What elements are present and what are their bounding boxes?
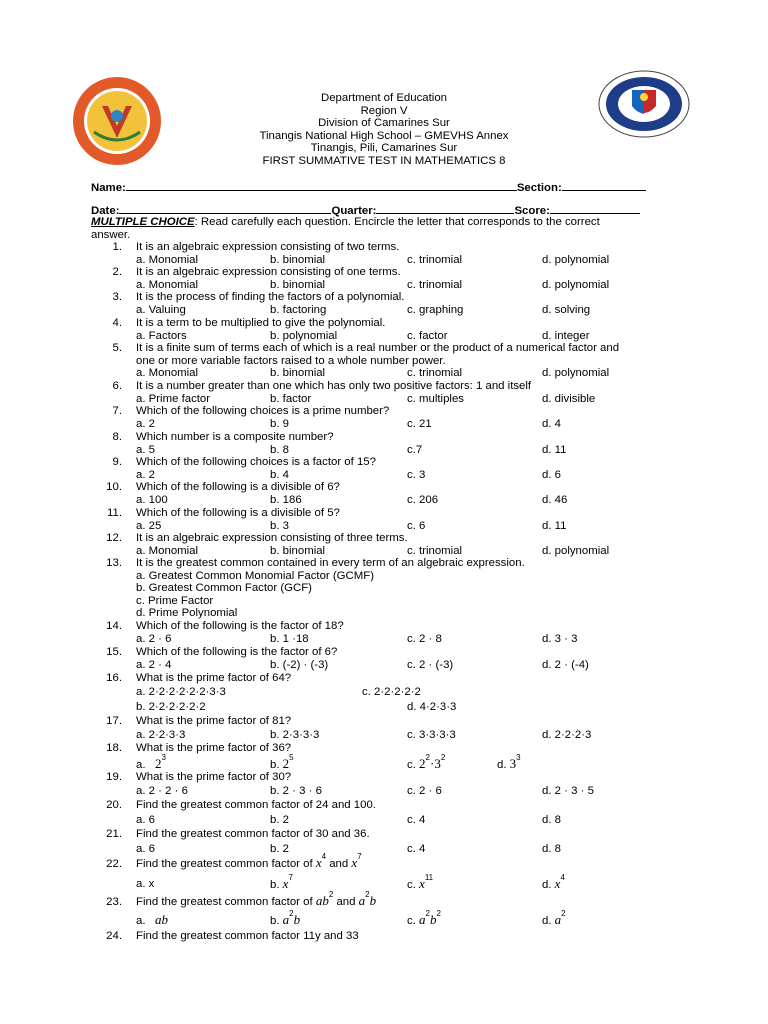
option-exp: 2	[425, 753, 430, 762]
question-text: It is a number greater than one which has only two positive factors: 1 and itself	[136, 380, 532, 392]
option-b[interactable]: b. 3	[270, 519, 289, 532]
option-c[interactable]: c. trinomial	[407, 544, 463, 557]
math-term: a	[419, 912, 426, 927]
section-label: Section:	[516, 182, 562, 194]
question-number: 5.	[112, 342, 122, 354]
option-b[interactable]: b. 1 ·18	[270, 633, 309, 645]
date-row	[91, 203, 640, 217]
question-number: 19.	[106, 771, 122, 783]
question-number: 9.	[112, 456, 122, 468]
instructions-text-2: answer.	[91, 229, 131, 241]
option-exp: 2	[440, 753, 446, 762]
option-base: 2	[282, 756, 290, 771]
option-a[interactable]: a. Monomial	[136, 278, 199, 291]
question-number: 20.	[106, 799, 122, 811]
instructions-text: : Read carefully each question. Encircle the letter that corresponds to the correct	[194, 216, 600, 228]
option-d[interactable]: d. polynomial	[542, 544, 610, 557]
option-exp: 5	[289, 753, 294, 762]
math-term: ab	[155, 912, 168, 927]
option-d[interactable]: d. 6	[542, 468, 561, 481]
instructions	[91, 216, 600, 228]
date-label: Date:	[91, 205, 120, 217]
math-exp: 4	[560, 873, 565, 882]
question-text-main: Find the greatest common factor of	[136, 896, 313, 908]
question-text-main: Find the greatest common factor of	[136, 858, 313, 870]
math-var: x	[315, 855, 322, 870]
math-var: x	[351, 855, 358, 870]
question-number: 12.	[106, 532, 122, 544]
question-number: 23.	[106, 896, 122, 908]
option-b[interactable]: b. 9	[270, 417, 289, 430]
option-a[interactable]: a. Monomial	[136, 544, 199, 557]
math-term: a	[358, 893, 366, 908]
question-number: 15.	[106, 646, 122, 658]
name-field[interactable]	[126, 180, 517, 191]
option-d[interactable]: d. 4·2·3·3	[407, 701, 457, 713]
option-d[interactable]: d. polynomial	[542, 253, 610, 266]
option-c[interactable]: c. 6	[407, 519, 426, 532]
option-b[interactable]: b. polynomial	[270, 329, 338, 342]
instructions-heading: MULTIPLE CHOICE	[91, 216, 195, 228]
question-text: It is the greatest common contained in every term of an algebraic expression.	[136, 557, 525, 569]
quarter-label: Quarter:	[331, 205, 377, 217]
option-c[interactable]	[407, 873, 434, 892]
option-d[interactable]: d. Prime Polynomial	[136, 607, 238, 619]
option-b[interactable]: b. 2 · 3 · 6	[270, 785, 322, 797]
option-base: 3	[509, 756, 517, 771]
date-field[interactable]	[119, 203, 331, 214]
option-b[interactable]: b. binomial	[270, 544, 326, 557]
math-exp: 2	[561, 909, 566, 918]
math-exp: 11	[424, 873, 434, 882]
question-number: 1.	[112, 241, 122, 253]
score-label: Score:	[514, 205, 550, 217]
option-c[interactable]: c. 3·3·3·3	[407, 729, 456, 741]
question-text: It is an algebraic expression consisting of one terms.	[136, 266, 401, 278]
option-a[interactable]	[136, 912, 168, 928]
option-a[interactable]: a. 2 · 4	[136, 659, 172, 671]
math-term: a	[282, 912, 290, 927]
option-d[interactable]	[542, 909, 566, 928]
option-c[interactable]: c. factor	[407, 329, 448, 342]
option-a[interactable]: a. 6	[136, 843, 155, 855]
question-text-and: and	[336, 896, 356, 908]
option-b[interactable]: b. 2	[270, 814, 289, 826]
option-c[interactable]: c. trinomial	[407, 367, 463, 380]
option-a[interactable]: a. Valuing	[136, 303, 186, 316]
question-text	[136, 890, 377, 909]
option-a[interactable]: a. 5	[136, 443, 155, 456]
question-text: Which of the following choices is a factor of 15?	[136, 456, 376, 468]
option-c[interactable]: c. 2·2·2·2·2	[362, 686, 421, 698]
option-letter: c.	[407, 915, 416, 927]
header-line: Division of Camarines Sur	[318, 117, 450, 129]
option-letter: c.	[407, 759, 416, 771]
question-text: Find the greatest common factor of 24 and 100.	[136, 799, 376, 811]
option-b[interactable]: b. 2	[270, 843, 289, 855]
option-letter: b.	[270, 879, 280, 891]
question-number: 6.	[112, 380, 122, 392]
question-text: Which number is a composite number?	[136, 431, 334, 443]
option-c[interactable]: c. trinomial	[407, 253, 463, 266]
section-field[interactable]	[562, 180, 646, 191]
option-c[interactable]: c. Prime Factor	[136, 595, 214, 607]
math-exp: 2	[425, 909, 430, 918]
option-b[interactable]: b. binomial	[270, 367, 326, 380]
question-text: Which of the following is a divisible of 5?	[136, 507, 340, 519]
option-a[interactable]: a. 6	[136, 814, 155, 826]
question-number: 2.	[112, 266, 122, 278]
question-text: What is the prime factor of 64?	[136, 672, 292, 684]
question-text-and: and	[329, 858, 349, 870]
math-term: b	[293, 912, 301, 927]
name-label: Name:	[91, 182, 126, 194]
question-text: It is a term to be multiplied to give the polynomial.	[136, 317, 386, 329]
question-text: It is the process of finding the factors of a polynomial.	[136, 291, 405, 303]
question-number: 8.	[112, 431, 122, 443]
option-a[interactable]: a. Factors	[136, 329, 187, 342]
test-title: FIRST SUMMATIVE TEST IN MATHEMATICS 8	[262, 155, 506, 167]
option-b[interactable]: b. binomial	[270, 253, 326, 266]
question-number: 18.	[106, 742, 122, 754]
option-letter: a.	[136, 759, 146, 771]
question-text: It is an algebraic expression consisting of three terms.	[136, 532, 408, 544]
option-a[interactable]: a. 2 · 2 · 6	[136, 785, 188, 797]
option-a[interactable]: a. 2	[136, 417, 155, 430]
option-b[interactable]: b. 2·2·2·2·2·2	[136, 701, 206, 713]
option-d[interactable]: d. polynomial	[542, 278, 610, 291]
option-a[interactable]: a. 2 · 6	[136, 633, 172, 645]
option-a[interactable]: a. Monomial	[136, 253, 199, 266]
option-letter: d.	[542, 915, 552, 927]
math-exp: 2	[289, 909, 294, 918]
option-b[interactable]	[270, 753, 294, 772]
question-text: Find the greatest common factor 11y and 33	[136, 930, 359, 942]
option-base: 2	[155, 756, 162, 771]
option-d[interactable]: d. 46	[542, 493, 568, 506]
option-d[interactable]: d. 8	[542, 814, 561, 826]
option-d[interactable]: d. 4	[542, 417, 561, 430]
option-c[interactable]	[407, 753, 446, 772]
header-line: Region V	[360, 104, 408, 117]
option-b[interactable]: b. (-2) · (-3)	[270, 659, 329, 671]
option-c[interactable]: c. 21	[407, 417, 432, 430]
option-d[interactable]	[542, 873, 565, 892]
option-b[interactable]: b. 4	[270, 468, 289, 481]
option-d[interactable]: d. 2·2·2·3	[542, 729, 592, 741]
option-a[interactable]	[136, 753, 166, 772]
score-field[interactable]	[550, 203, 640, 214]
math-var: x	[419, 876, 425, 891]
question-number: 7.	[112, 405, 122, 417]
option-d[interactable]: d. divisible	[542, 392, 596, 405]
option-letter: d.	[497, 759, 507, 771]
option-c[interactable]: c.7	[407, 443, 423, 456]
question-text: Which of the following choices is a prime number?	[136, 405, 390, 417]
option-c[interactable]: c. 2 · 6	[407, 785, 442, 797]
question-text: Which of the following is the factor of 6?	[136, 646, 338, 658]
header-line: Department of Education	[320, 92, 447, 104]
option-letter: a.	[136, 915, 146, 927]
option-c[interactable]: c. 4	[407, 843, 426, 855]
question-number: 24.	[106, 930, 122, 942]
question-number: 13.	[106, 557, 122, 569]
question-text: Which of the following is the factor of 18?	[136, 620, 344, 632]
option-a[interactable]: a. Greatest Common Monomial Factor (GCMF)	[136, 570, 374, 582]
option-c[interactable]: c. trinomial	[407, 278, 463, 291]
option-c[interactable]: c. 3	[407, 468, 426, 481]
question-number: 16.	[106, 672, 122, 684]
question-number: 11.	[107, 507, 122, 519]
option-a[interactable]: a. 2·2·3·3	[136, 729, 186, 741]
math-var: x	[282, 876, 289, 891]
option-c[interactable]: c. 4	[407, 814, 426, 826]
question-number: 3.	[112, 291, 122, 303]
header-line: Tinangis National High School – GMEVHS Annex	[259, 129, 509, 142]
question-number: 14.	[106, 620, 122, 632]
question-number: 4.	[112, 317, 122, 329]
math-term: b	[430, 912, 437, 927]
math-exp: 7	[288, 873, 293, 882]
option-letter: b.	[270, 759, 280, 771]
option-d[interactable]: d. 8	[542, 843, 561, 855]
option-d[interactable]: d. solving	[542, 303, 591, 316]
option-b[interactable]: b. factor	[270, 392, 312, 405]
option-d[interactable]: d. 2 · (-4)	[542, 659, 589, 671]
name-row	[91, 180, 646, 194]
option-a[interactable]: a. 25	[136, 519, 162, 532]
math-term: b	[369, 893, 377, 908]
option-c[interactable]: c. multiples	[407, 392, 464, 405]
option-b[interactable]: b. 186	[270, 493, 302, 506]
option-a[interactable]: a. Prime factor	[136, 392, 211, 405]
question-text: It is an algebraic expression consisting of two terms.	[136, 241, 400, 253]
math-var: x	[554, 876, 561, 891]
math-term: ab	[315, 893, 329, 908]
option-b[interactable]: b. 2·3·3·3	[270, 729, 320, 741]
option-b[interactable]	[270, 873, 293, 892]
option-d[interactable]: d. polynomial	[542, 367, 610, 380]
option-d[interactable]: d. integer	[542, 329, 590, 342]
option-b[interactable]	[270, 909, 301, 928]
option-exp: 3	[161, 753, 166, 762]
question-text: Which of the following is a divisible of 6?	[136, 481, 340, 493]
option-exp: 3	[516, 753, 521, 762]
question-number: 17.	[106, 715, 122, 727]
option-letter: d.	[542, 879, 552, 891]
option-b[interactable]: b. factoring	[270, 303, 327, 316]
option-b[interactable]: b. 8	[270, 443, 289, 456]
math-term: a	[554, 912, 562, 927]
option-base: ·3	[430, 756, 441, 771]
option-c[interactable]	[407, 909, 441, 928]
option-c[interactable]: c. graphing	[407, 303, 464, 316]
option-letter: b.	[270, 915, 280, 927]
question-text: What is the prime factor of 81?	[136, 715, 292, 727]
option-c[interactable]: c. 206	[407, 493, 439, 506]
option-c[interactable]: c. 2 · 8	[407, 633, 442, 645]
option-c[interactable]: c. 2 · (-3)	[407, 659, 454, 671]
question-text	[136, 852, 362, 871]
option-a[interactable]: a. 2	[136, 468, 155, 481]
option-b[interactable]: b. binomial	[270, 278, 326, 291]
option-letter: c.	[407, 879, 416, 891]
math-exp: 2	[365, 890, 370, 899]
quarter-field[interactable]	[376, 203, 514, 214]
question-text: What is the prime factor of 30?	[136, 771, 292, 783]
option-a[interactable]: a. 2·2·2·2·2·2·3·3	[136, 686, 226, 698]
option-d[interactable]: d. 2 · 3 · 5	[542, 785, 594, 797]
question-number: 10.	[106, 481, 122, 493]
option-d[interactable]: d. 11	[542, 443, 567, 456]
option-d[interactable]	[497, 753, 521, 772]
option-a[interactable]: a. Monomial	[136, 367, 199, 380]
option-a[interactable]: a. x	[136, 878, 155, 890]
question-text-2: one or more variable factors raised to a whole number power.	[136, 354, 446, 367]
option-b[interactable]: b. Greatest Common Factor (GCF)	[136, 582, 312, 594]
question-text: It is a finite sum of terms each of which is a real number or the product of a numerical factor and	[136, 342, 620, 354]
math-exp: 4	[321, 852, 327, 861]
math-exp: 2	[436, 909, 441, 918]
question-number: 22.	[106, 858, 122, 870]
option-d[interactable]: d. 3 · 3	[542, 633, 578, 645]
question-text: Find the greatest common factor of 30 and 36.	[136, 828, 370, 840]
header-line: Tinangis, Pili, Camarines Sur	[310, 142, 458, 154]
math-exp: 2	[328, 890, 334, 899]
question-text: What is the prime factor of 36?	[136, 742, 292, 754]
option-a[interactable]: a. 100	[136, 493, 168, 506]
option-d[interactable]: d. 11	[542, 519, 567, 532]
option-base: 2	[419, 756, 426, 771]
question-number: 21.	[106, 828, 122, 840]
math-exp: 7	[357, 852, 362, 861]
